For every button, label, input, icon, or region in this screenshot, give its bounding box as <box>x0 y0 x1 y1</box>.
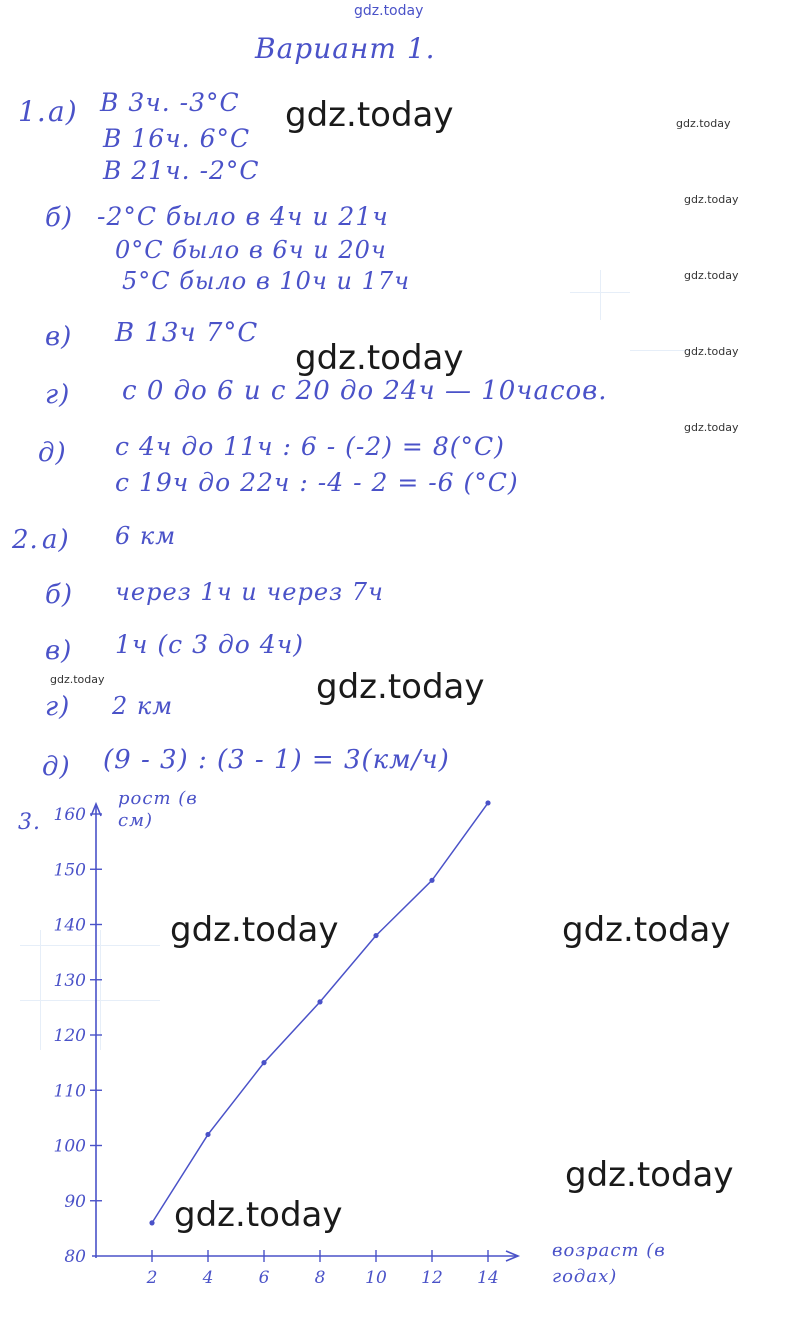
task1-number: 1. <box>18 95 47 128</box>
y-tick-label: 130 <box>53 970 86 991</box>
task2-a-label: а) <box>42 525 70 555</box>
data-point <box>317 999 322 1004</box>
task2-b-text: через 1ч и через 7ч <box>115 578 384 606</box>
task1-b-line: 5°С было в 10ч и 17ч <box>122 267 411 295</box>
task1-a-line: В 3ч. -3°С <box>100 88 240 117</box>
data-point <box>485 800 490 805</box>
task2-d-label: д) <box>42 752 71 782</box>
watermark-small: gdz.today <box>684 421 739 434</box>
y-tick-label: 150 <box>53 860 86 881</box>
data-point <box>429 878 434 883</box>
y-tick-label: 110 <box>53 1081 86 1102</box>
watermark: gdz.today <box>316 667 485 707</box>
task1-d-label: д) <box>38 438 67 468</box>
watermark: gdz.today <box>295 338 464 378</box>
task2-d-text: (9 - 3) : (3 - 1) = 3(км/ч) <box>103 745 450 775</box>
watermark-small: gdz.today <box>676 117 731 130</box>
task2-v-label: в) <box>45 636 73 666</box>
watermark-top: gdz.today <box>354 3 424 19</box>
task1-d-line: с 4ч до 11ч : 6 - (-2) = 8(°С) <box>115 432 505 461</box>
watermark-small: gdz.today <box>684 269 739 282</box>
x-tick-label: 14 <box>477 1268 499 1288</box>
task2-number: 2. <box>12 525 39 555</box>
y-tick-label: 90 <box>64 1191 86 1212</box>
y-tick-label: 160 <box>53 805 86 825</box>
data-point <box>149 1220 154 1225</box>
task1-v-label: в) <box>45 322 73 352</box>
task1-v-text: В 13ч 7°С <box>115 318 259 348</box>
x-tick-label: 6 <box>258 1268 270 1288</box>
y-tick-label: 80 <box>64 1247 86 1267</box>
y-axis-label: рост (в см) <box>118 788 198 831</box>
watermark-small: gdz.today <box>684 345 739 358</box>
watermark: gdz.today <box>170 910 339 950</box>
task3-number: 3. <box>18 810 41 835</box>
task1-b-label: б) <box>45 203 74 233</box>
task1-g-text: с 0 до 6 и с 20 до 24ч — 10часов. <box>122 376 608 406</box>
task2-g-text: 2 км <box>112 692 174 720</box>
data-point <box>205 1132 210 1137</box>
x-axis-label: возраст (в годах) <box>552 1240 666 1287</box>
series-line <box>152 803 488 1223</box>
task2-g-label: г) <box>45 692 71 722</box>
x-tick-label: 2 <box>146 1268 158 1288</box>
task1-a-line: В 21ч. -2°С <box>103 156 260 185</box>
x-tick-label: 10 <box>365 1268 387 1288</box>
task1-a-line: В 16ч. 6°С <box>103 124 251 153</box>
watermark: gdz.today <box>562 910 731 950</box>
x-tick-label: 4 <box>202 1268 214 1288</box>
page-title: Вариант 1. <box>255 32 436 65</box>
y-tick-label: 140 <box>53 915 86 936</box>
watermark: gdz.today <box>285 95 454 135</box>
y-tick-label: 100 <box>53 1136 86 1157</box>
task2-a-text: 6 км <box>115 522 177 550</box>
x-tick-label: 12 <box>421 1268 443 1288</box>
watermark: gdz.today <box>565 1155 734 1195</box>
task1-a-label: а) <box>48 95 78 128</box>
x-tick-label: 8 <box>314 1268 326 1288</box>
task1-b-line: -2°С было в 4ч и 21ч <box>97 202 389 231</box>
data-point <box>261 1060 266 1065</box>
task1-g-label: г) <box>45 380 71 410</box>
watermark-small: gdz.today <box>50 673 105 686</box>
task2-b-label: б) <box>45 580 74 610</box>
watermark-small: gdz.today <box>684 193 739 206</box>
data-point <box>373 933 378 938</box>
task1-d-line: с 19ч до 22ч : -4 - 2 = -6 (°С) <box>115 468 519 497</box>
task2-v-text: 1ч (с 3 до 4ч) <box>115 630 305 659</box>
task1-b-line: 0°С было в 6ч и 20ч <box>115 236 387 264</box>
watermark: gdz.today <box>174 1195 343 1235</box>
y-tick-label: 120 <box>53 1026 86 1046</box>
